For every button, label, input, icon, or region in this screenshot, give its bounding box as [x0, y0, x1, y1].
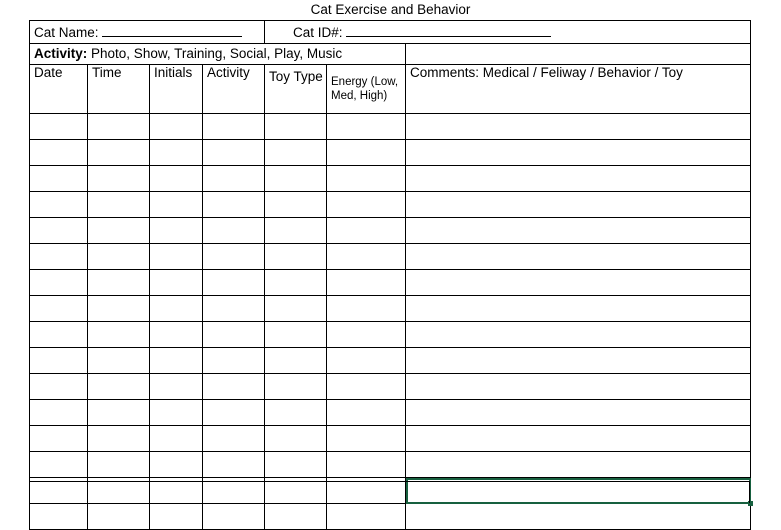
- cell-date[interactable]: [30, 504, 88, 530]
- cell-activity[interactable]: [203, 426, 265, 452]
- cell-comments[interactable]: [406, 504, 751, 530]
- activity-legend-spacer: [406, 44, 751, 65]
- cell-toy-type[interactable]: [265, 504, 327, 530]
- continuation-gridline: [264, 481, 265, 503]
- cell-time[interactable]: [88, 322, 150, 348]
- cell-initials[interactable]: [150, 218, 203, 244]
- cat-name-cell[interactable]: [30, 21, 265, 44]
- cell-initials[interactable]: [150, 426, 203, 452]
- cell-activity[interactable]: [203, 322, 265, 348]
- cell-time[interactable]: [88, 192, 150, 218]
- cell-energy[interactable]: [327, 400, 406, 426]
- cell-comments[interactable]: [406, 192, 751, 218]
- cell-energy[interactable]: [327, 192, 406, 218]
- cell-time[interactable]: [88, 218, 150, 244]
- cell-comments[interactable]: [406, 452, 751, 478]
- cell-comments[interactable]: [406, 348, 751, 374]
- cell-time[interactable]: [88, 270, 150, 296]
- column-header-activity-label: Activity: [207, 65, 250, 80]
- column-header-toy-type: [265, 65, 327, 114]
- cell-initials[interactable]: [150, 114, 203, 140]
- cell-time[interactable]: [88, 400, 150, 426]
- column-header-comments: [406, 65, 751, 114]
- cell-time[interactable]: [88, 374, 150, 400]
- continuation-line: [29, 481, 750, 482]
- column-header-initials: [150, 65, 203, 114]
- column-header-toy-type-label: Toy Type: [269, 69, 323, 84]
- cell-toy-type[interactable]: [265, 192, 327, 218]
- cell-toy-type[interactable]: [265, 114, 327, 140]
- continuation-gridline: [326, 481, 327, 503]
- cell-comments[interactable]: [406, 244, 751, 270]
- cell-activity[interactable]: [203, 348, 265, 374]
- cell-comments[interactable]: [406, 426, 751, 452]
- cell-energy[interactable]: [327, 244, 406, 270]
- cell-time[interactable]: [88, 504, 150, 530]
- table-continuation: [29, 481, 750, 503]
- continuation-gridline: [202, 481, 203, 503]
- cell-comments[interactable]: [406, 400, 751, 426]
- cell-time[interactable]: [88, 348, 150, 374]
- cell-date[interactable]: [30, 322, 88, 348]
- cat-name-input[interactable]: [102, 23, 242, 37]
- table-row: [30, 426, 751, 452]
- cell-date[interactable]: [30, 218, 88, 244]
- cell-activity[interactable]: [203, 452, 265, 478]
- exercise-log-table: [29, 20, 751, 530]
- cell-toy-type[interactable]: [265, 218, 327, 244]
- cell-energy[interactable]: [327, 114, 406, 140]
- cell-activity[interactable]: [203, 504, 265, 530]
- table-row: [30, 114, 751, 140]
- cat-id-label: Cat ID#:: [293, 25, 343, 40]
- cell-activity[interactable]: [203, 218, 265, 244]
- cell-comments[interactable]: [406, 322, 751, 348]
- cell-date[interactable]: [30, 374, 88, 400]
- cell-initials[interactable]: [150, 166, 203, 192]
- table-row: [30, 504, 751, 530]
- cell-comments[interactable]: [406, 374, 751, 400]
- cell-toy-type[interactable]: [265, 322, 327, 348]
- cell-date[interactable]: [30, 348, 88, 374]
- cell-date[interactable]: [30, 114, 88, 140]
- cell-activity[interactable]: [203, 374, 265, 400]
- page-title: Cat Exercise and Behavior: [310, 2, 471, 17]
- cell-date[interactable]: [30, 270, 88, 296]
- cell-date[interactable]: [30, 426, 88, 452]
- cell-energy[interactable]: [327, 218, 406, 244]
- continuation-gridline: [749, 481, 750, 503]
- cell-date[interactable]: [30, 400, 88, 426]
- activity-legend-cell: [30, 44, 406, 65]
- cell-time[interactable]: [88, 244, 150, 270]
- column-header-activity: [203, 65, 265, 114]
- cell-comments[interactable]: [406, 114, 751, 140]
- cell-toy-type[interactable]: [265, 452, 327, 478]
- cell-activity[interactable]: [203, 400, 265, 426]
- cat-id-input[interactable]: [346, 23, 551, 37]
- cell-initials[interactable]: [150, 452, 203, 478]
- table-row: [30, 400, 751, 426]
- activity-legend-row: [30, 44, 751, 65]
- cell-energy[interactable]: [327, 374, 406, 400]
- activity-label: Activity:: [34, 46, 88, 61]
- cell-toy-type[interactable]: [265, 244, 327, 270]
- cell-energy[interactable]: [327, 426, 406, 452]
- activity-options: Photo, Show, Training, Social, Play, Music: [91, 46, 343, 61]
- cell-time[interactable]: [88, 114, 150, 140]
- cell-date[interactable]: [30, 244, 88, 270]
- table-row: [30, 270, 751, 296]
- cell-time[interactable]: [88, 452, 150, 478]
- cell-time[interactable]: [88, 296, 150, 322]
- table-header-row: [30, 65, 751, 114]
- cell-activity[interactable]: [203, 166, 265, 192]
- table-row: [30, 374, 751, 400]
- cell-comments[interactable]: [406, 296, 751, 322]
- cell-activity[interactable]: [203, 114, 265, 140]
- column-header-date-label: Date: [34, 65, 63, 80]
- table-row: [30, 218, 751, 244]
- column-header-date: [30, 65, 88, 114]
- cell-date[interactable]: [30, 192, 88, 218]
- cell-energy[interactable]: [327, 452, 406, 478]
- cell-initials[interactable]: [150, 244, 203, 270]
- cell-initials[interactable]: [150, 140, 203, 166]
- cell-time[interactable]: [88, 426, 150, 452]
- cell-energy[interactable]: [327, 140, 406, 166]
- cell-initials[interactable]: [150, 504, 203, 530]
- continuation-gridline: [149, 481, 150, 503]
- table-row: [30, 140, 751, 166]
- cell-initials[interactable]: [150, 296, 203, 322]
- cell-energy[interactable]: [327, 348, 406, 374]
- column-header-initials-label: Initials: [154, 65, 193, 80]
- cell-energy[interactable]: [327, 296, 406, 322]
- cell-toy-type[interactable]: [265, 270, 327, 296]
- cell-initials[interactable]: [150, 400, 203, 426]
- table-row: [30, 322, 751, 348]
- cat-id-cell[interactable]: [265, 21, 751, 44]
- identification-row: [30, 21, 751, 44]
- table-row: [30, 296, 751, 322]
- cell-time[interactable]: [88, 140, 150, 166]
- cell-comments[interactable]: [406, 218, 751, 244]
- cell-activity[interactable]: [203, 296, 265, 322]
- cell-activity[interactable]: [203, 270, 265, 296]
- cell-comments[interactable]: [406, 270, 751, 296]
- cell-toy-type[interactable]: [265, 426, 327, 452]
- cell-toy-type[interactable]: [265, 374, 327, 400]
- continuation-gridline: [405, 481, 406, 503]
- cell-comments[interactable]: [406, 166, 751, 192]
- cell-toy-type[interactable]: [265, 166, 327, 192]
- cell-activity[interactable]: [203, 140, 265, 166]
- cell-initials[interactable]: [150, 270, 203, 296]
- cell-toy-type[interactable]: [265, 140, 327, 166]
- table-row: [30, 244, 751, 270]
- cell-toy-type[interactable]: [265, 348, 327, 374]
- cell-date[interactable]: [30, 166, 88, 192]
- column-header-energy-label: Energy (Low, Med, High): [331, 76, 399, 102]
- cat-name-label: Cat Name:: [34, 25, 99, 40]
- column-header-energy: [327, 65, 406, 114]
- continuation-gridline: [87, 481, 88, 503]
- table-row: [30, 452, 751, 478]
- cell-date[interactable]: [30, 452, 88, 478]
- cell-date[interactable]: [30, 296, 88, 322]
- column-header-comments-label: Comments: Medical / Feliway / Behavior / Toy: [410, 65, 683, 80]
- cell-toy-type[interactable]: [265, 400, 327, 426]
- cell-comments[interactable]: [406, 140, 751, 166]
- column-header-time: [88, 65, 150, 114]
- cell-energy[interactable]: [327, 270, 406, 296]
- cell-initials[interactable]: [150, 348, 203, 374]
- continuation-gridline: [29, 481, 30, 503]
- cell-time[interactable]: [88, 166, 150, 192]
- cell-initials[interactable]: [150, 374, 203, 400]
- cell-activity[interactable]: [203, 192, 265, 218]
- cell-date[interactable]: [30, 140, 88, 166]
- column-header-time-label: Time: [92, 65, 122, 80]
- cell-energy[interactable]: [327, 504, 406, 530]
- cell-energy[interactable]: [327, 322, 406, 348]
- cell-toy-type[interactable]: [265, 296, 327, 322]
- table-row: [30, 192, 751, 218]
- cell-initials[interactable]: [150, 322, 203, 348]
- table-row: [30, 166, 751, 192]
- cell-activity[interactable]: [203, 244, 265, 270]
- table-row: [30, 348, 751, 374]
- cell-energy[interactable]: [327, 166, 406, 192]
- cell-initials[interactable]: [150, 192, 203, 218]
